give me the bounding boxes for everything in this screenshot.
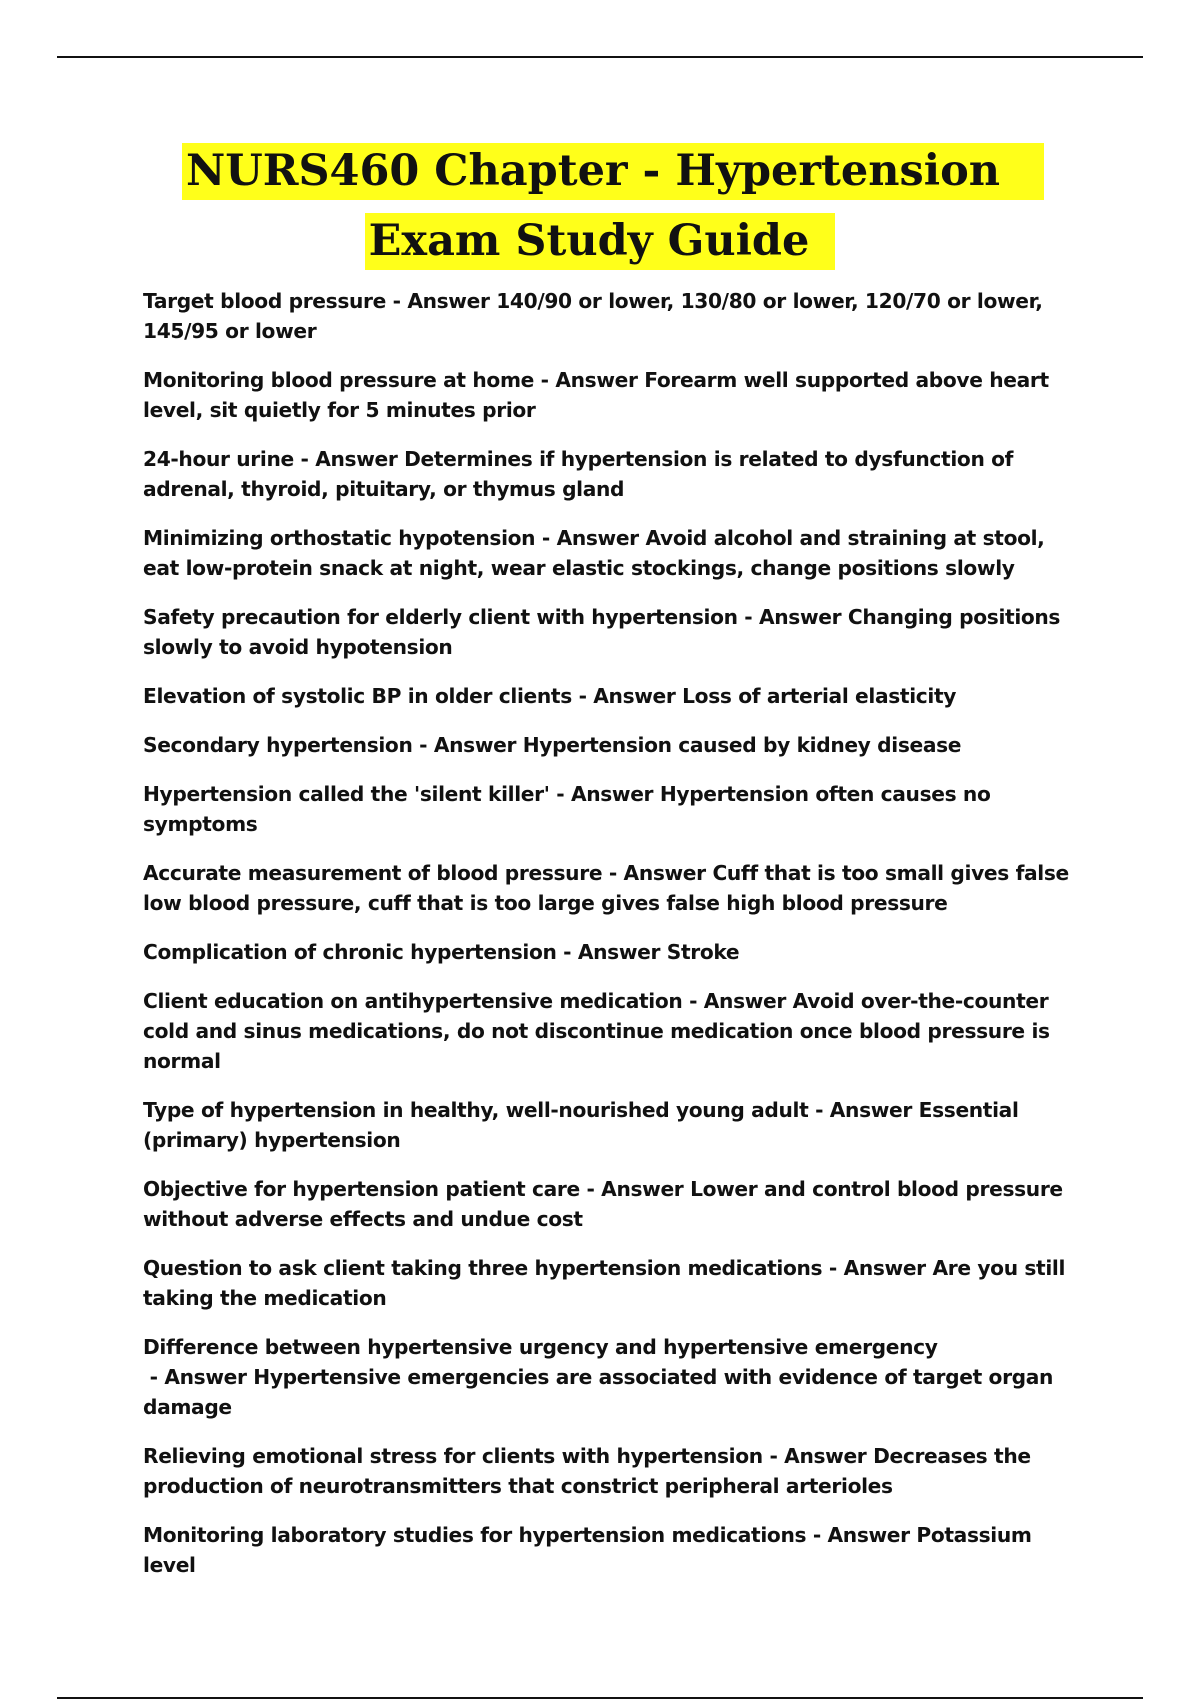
- qa-item: [143, 1332, 1083, 1422]
- qa-separator: - Answer: [571, 684, 683, 708]
- qa-answer: Potassium level: [143, 1523, 1032, 1577]
- qa-item: [143, 1441, 1083, 1501]
- qa-answer: Hypertensive emergencies are associated with evidence of target organ damage: [143, 1365, 1054, 1419]
- qa-question: Secondary hypertension: [143, 733, 413, 757]
- qa-question: Objective for hypertension patient care: [143, 1177, 580, 1201]
- qa-list: [143, 286, 1083, 1599]
- qa-item: [143, 730, 1083, 760]
- qa-item: [143, 1520, 1083, 1580]
- qa-answer: Lower and control blood pressure without adverse effects and undue cost: [143, 1177, 1063, 1231]
- bottom-rule: [57, 1697, 1143, 1699]
- qa-answer: Loss of arterial elasticity: [682, 684, 957, 708]
- qa-answer: Forearm well supported above heart level, sit quietly for 5 minutes prior: [143, 368, 1049, 422]
- qa-separator: - Answer: [762, 1444, 874, 1468]
- qa-question: Client education on antihypertensive medication: [143, 989, 683, 1013]
- qa-separator: - Answer: [808, 1098, 919, 1122]
- qa-item: [143, 365, 1083, 425]
- qa-question: Safety precaution for elderly client with hypertension: [143, 605, 738, 629]
- qa-answer: Changing positions slowly to avoid hypotension: [143, 605, 1061, 659]
- qa-item: [143, 858, 1083, 918]
- qa-item: [143, 937, 1083, 967]
- qa-separator: - Answer: [293, 447, 405, 471]
- qa-item: [143, 444, 1083, 504]
- qa-question: Minimizing orthostatic hypotension: [143, 526, 536, 550]
- qa-answer: Essential (primary) hypertension: [143, 1098, 1019, 1152]
- title-line-2: Exam Study Guide: [365, 213, 836, 270]
- qa-separator: - Answer: [143, 1365, 254, 1389]
- qa-item: [143, 602, 1083, 662]
- qa-separator: - Answer: [737, 605, 848, 629]
- qa-answer: Cuff that is too small gives false low blood pressure, cuff that is too large gives false high blood pressure: [143, 861, 1069, 915]
- qa-answer: Hypertension caused by kidney disease: [522, 733, 962, 757]
- qa-answer: Stroke: [666, 940, 740, 964]
- qa-separator: - Answer: [556, 940, 667, 964]
- qa-separator: - Answer: [602, 861, 713, 885]
- qa-answer: Decreases the production of neurotransmitters that constrict peripheral arterioles: [143, 1444, 1031, 1498]
- top-rule: [57, 56, 1143, 58]
- qa-item: [143, 1253, 1083, 1313]
- qa-separator: - Answer: [533, 368, 645, 392]
- document-title: [0, 138, 1200, 278]
- qa-item: [143, 779, 1083, 839]
- qa-question: Monitoring blood pressure at home: [143, 368, 534, 392]
- qa-separator: - Answer: [822, 1256, 933, 1280]
- qa-item: [143, 523, 1083, 583]
- qa-separator: - Answer: [412, 733, 523, 757]
- qa-answer: Avoid alcohol and straining at stool, eat low-protein snack at night, wear elastic stockings, change positions slowly: [143, 526, 1045, 580]
- qa-question: Difference between hypertensive urgency and hypertensive emergency: [143, 1335, 938, 1359]
- qa-question: 24-hour urine: [143, 447, 294, 471]
- qa-separator: - Answer: [385, 289, 497, 313]
- qa-item: [143, 986, 1083, 1076]
- qa-item: [143, 681, 1083, 711]
- qa-question: Target blood pressure: [143, 289, 386, 313]
- qa-item: [143, 1174, 1083, 1234]
- qa-separator: - Answer: [535, 526, 646, 550]
- qa-separator: - Answer: [579, 1177, 691, 1201]
- qa-answer: 140/90 or lower, 130/80 or lower, 120/70 or lower, 145/95 or lower: [143, 289, 1043, 343]
- qa-question: Elevation of systolic BP in older clients: [143, 684, 572, 708]
- qa-separator: - Answer: [549, 782, 660, 806]
- qa-question: Accurate measurement of blood pressure: [143, 861, 603, 885]
- qa-question: Complication of chronic hypertension: [143, 940, 557, 964]
- qa-item: [143, 286, 1083, 346]
- qa-question: Relieving emotional stress for clients with hypertension: [143, 1444, 763, 1468]
- qa-question: Type of hypertension in healthy, well-nourished young adult: [143, 1098, 809, 1122]
- qa-question: Hypertension called the 'silent killer': [143, 782, 550, 806]
- qa-separator: - Answer: [806, 1523, 917, 1547]
- qa-question: Question to ask client taking three hypertension medications: [143, 1256, 823, 1280]
- qa-question: Monitoring laboratory studies for hypertension medications: [143, 1523, 807, 1547]
- qa-answer: Avoid over-the-counter cold and sinus medications, do not discontinue medication once blood pressure is normal: [143, 989, 1050, 1073]
- title-line-1: NURS460 Chapter - Hypertension: [182, 143, 1044, 200]
- qa-separator: - Answer: [682, 989, 793, 1013]
- qa-answer: Are you still taking the medication: [143, 1256, 1066, 1310]
- qa-item: [143, 1095, 1083, 1155]
- qa-answer: Determines if hypertension is related to dysfunction of adrenal, thyroid, pituitary, or thymus gland: [143, 447, 1014, 501]
- qa-answer: Hypertension often causes no symptoms: [143, 782, 991, 836]
